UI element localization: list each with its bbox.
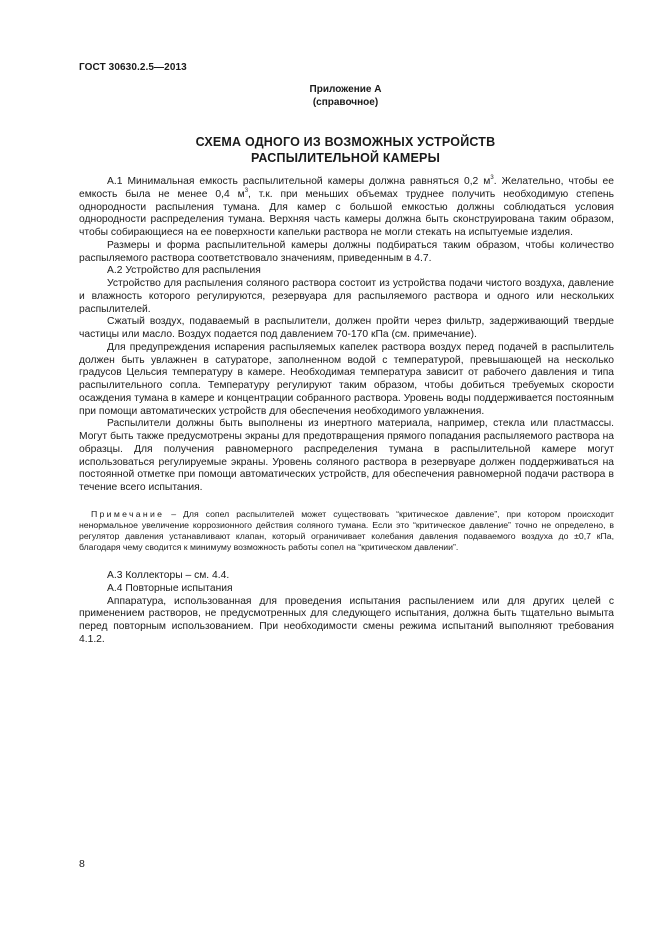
page-title [0, 135, 661, 166]
note-text: – Для сопел распылителей может существовать “критическое давление”, при котором происходит ненормальное увеличение коррозионного действия соляного тумана. Если это “критическое давление” точно не определено, в регулятор давления устанавливают клапан, который ограничивает колебания давления подаваемого воздуха до ±0,7 кПа, благодаря чему сводится к минимуму возможность работы сопел на “критическом давлении”. [79, 508, 614, 553]
note-paragraph [79, 509, 614, 553]
appendix-label: Приложение А [309, 84, 382, 95]
paragraph-device: Устройство для распыления соляного раствора состоит из устройства подачи чистого воздуха, давление и влажность которого регулируются, резервуара для распыляемого раствора и одного или нескольких распылителей. [79, 278, 614, 315]
standard-code-header: ГОСТ 30630.2.5—2013 [79, 62, 187, 73]
a1-text-part2: . Желательно, чтобы ее емкость была не менее 0,4 м [79, 176, 614, 200]
paragraph-sizes: Размеры и форма распылительной камеры должны подбираться таким образом, чтобы количество распыляемого раствора соответствовало значениям, приведенным в 4.7. [79, 239, 614, 264]
appendix-type: (справочное) [312, 97, 379, 108]
paragraph-repeat-tests: Аппаратура, использованная для проведения испытания распылением или для других целей с применением растворов, не предусмотренных для следующего испытания, должна быть тщательно вымыта перед повторным использованием. При необходимости смены режима испытаний выполняют требования 4.1.2. [79, 595, 614, 645]
note-label: Примечание [91, 508, 165, 519]
page-number: 8 [79, 858, 85, 870]
a1-text-part3: , т.к. при меньших объемах труднее получить необходимую степень однородности распыления тумана. Для камер с большой емкостью должны соблюдаться условия однородности распределения тумана. Верхняя часть камеры должна быть сконструирована таким образом, чтобы собирающиеся на ее поверхности капельки раствора не могли стекать на испытуемые изделия. [79, 188, 614, 238]
title-line-1: СХЕМА ОДНОГО ИЗ ВОЗМОЖНЫХ УСТРОЙСТВ [195, 135, 496, 149]
a1-text-part1: А.1 Минимальная емкость распылительной камеры должна равняться 0,2 м [107, 176, 491, 187]
section-a2-heading: А.2 Устройство для распыления [107, 265, 261, 277]
document-body [79, 176, 614, 647]
section-a4-heading: А.4 Повторные испытания [107, 582, 233, 594]
paragraph-compressed-air: Сжатый воздух, подаваемый в распылители, должен пройти через фильтр, задерживающий твердые частицы или масло. Воздух подается под давлением 70-170 кПа (см. примечание). [79, 316, 614, 340]
appendix-heading [0, 83, 661, 109]
paragraph-sprayers: Распылители должны быть выполнены из инертного материала, например, стекла или пластмассы. Могут быть также предусмотрены экраны для предотвращения прямого попадания распыляемого раствора на образцы. Для получения равномерного распределения тумана в распылительной камере могут использоваться регулируемые экраны. Уровень соляного раствора в резервуаре должен поддерживаться на постоянной отметке при помощи автоматических устройств, для обеспечения равномерной подачи раствора в течение всего испытания. [79, 418, 614, 493]
superscript-3: 3 [490, 175, 494, 181]
section-a3: А.3 Коллекторы – см. 4.4. [107, 570, 230, 582]
title-line-2: РАСПЫЛИТЕЛЬНОЙ КАМЕРЫ [250, 150, 441, 165]
paragraph-evaporation: Для предупреждения испарения распыляемых капелек раствора воздух перед подачей в распылитель должен быть увлажнен в сатураторе, заполненном водой с температурой, превышающей на несколько градусов Цельсия температуру в камере. Необходимая температура зависит от рабочего давления и типа распылительного сопла. Температуру регулируют таким образом, чтобы добиться требуемых скорости осаждения тумана в камере и концентрации собранного раствора. Уровень воды поддерживается постоянным при помощи автоматических устройств для обеспечения необходимого увлажнения. [79, 341, 614, 417]
superscript-3: 3 [244, 187, 249, 194]
paragraph-a1 [79, 176, 614, 240]
